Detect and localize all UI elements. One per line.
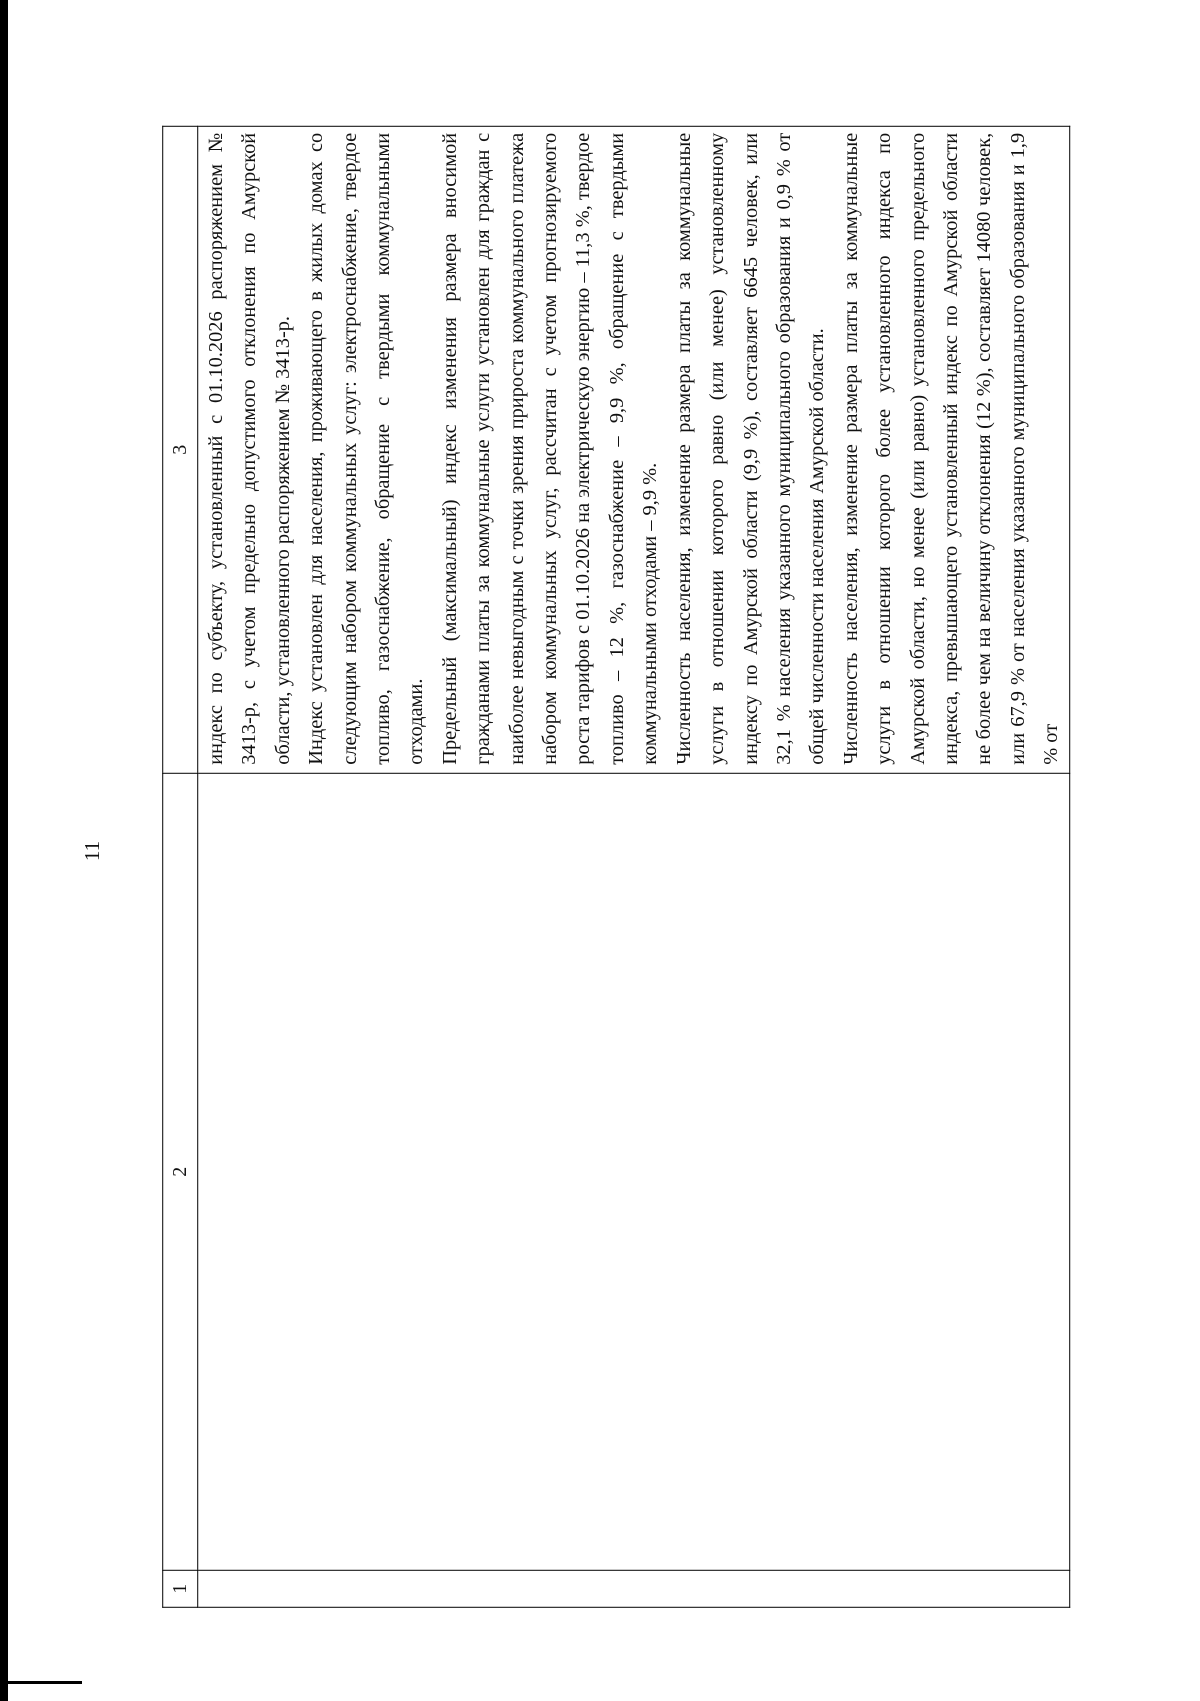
cell-column-2 [198,773,1070,1570]
paragraph: Численность населения, изменение размера платы за коммунальные услуги в отношении которого равно (или менее) установленному индексу по Амурской области (9,9 %), составляет 6645 человек, или 32,1 % населения указанного муниципального образования и 0,9 % от общей численности населения Амурской области. [672,132,829,765]
page-number: 11 [80,840,104,862]
table-header-row [163,126,198,1607]
column-header-3: 3 [163,126,198,773]
cell-column-3 [198,126,1070,773]
document-table [162,126,1070,1608]
paragraph: индекс по субъекту, установленный с 01.10.2026 распоряжением № 3413-р, с учетом предельно допустимого отклонения по Амурской области, установленного распоряжением № 3413-р. [205,132,295,765]
scan-border-left [0,0,8,1701]
scan-mark-bottom [0,1681,82,1684]
table-row [198,126,1070,1607]
paragraph: Индекс установлен для населения, проживающего в жилых домах со следующим набором коммунальных услуг: электроснабжение, твердое топливо, газоснабжение, обращение с твердыми коммунальными отходами. [305,132,428,765]
paragraph: Численность населения, изменение размера платы за коммунальные услуги в отношении которого более установленного индекса по Амурской области, но менее (или равно) установленного предельного индекса, превышающего установленный индекс по Амурской области не более чем на величину отклонения (12 %), составляет 14080 человек, или 67,9 % от населения указанного муниципального образования и 1,9 % от [839,132,1063,765]
cell-column-1 [198,1570,1070,1607]
column-header-2: 2 [163,773,198,1570]
column-header-1: 1 [163,1570,198,1607]
paragraph: Предельный (максимальный) индекс изменения размера вносимой гражданами платы за коммунальные услуги установлен для граждан с наиболее невыгодным с точки зрения прироста коммунального платежа набором коммунальных услуг, рассчитан с учетом прогнозируемого роста тарифов с 01.10.2026 на электрическую энергию – 11,3 %, твердое топливо – 12 %, газоснабжение – 9,9 %, обращение с твердыми коммунальными отходами – 9,9 %. [439,132,662,765]
